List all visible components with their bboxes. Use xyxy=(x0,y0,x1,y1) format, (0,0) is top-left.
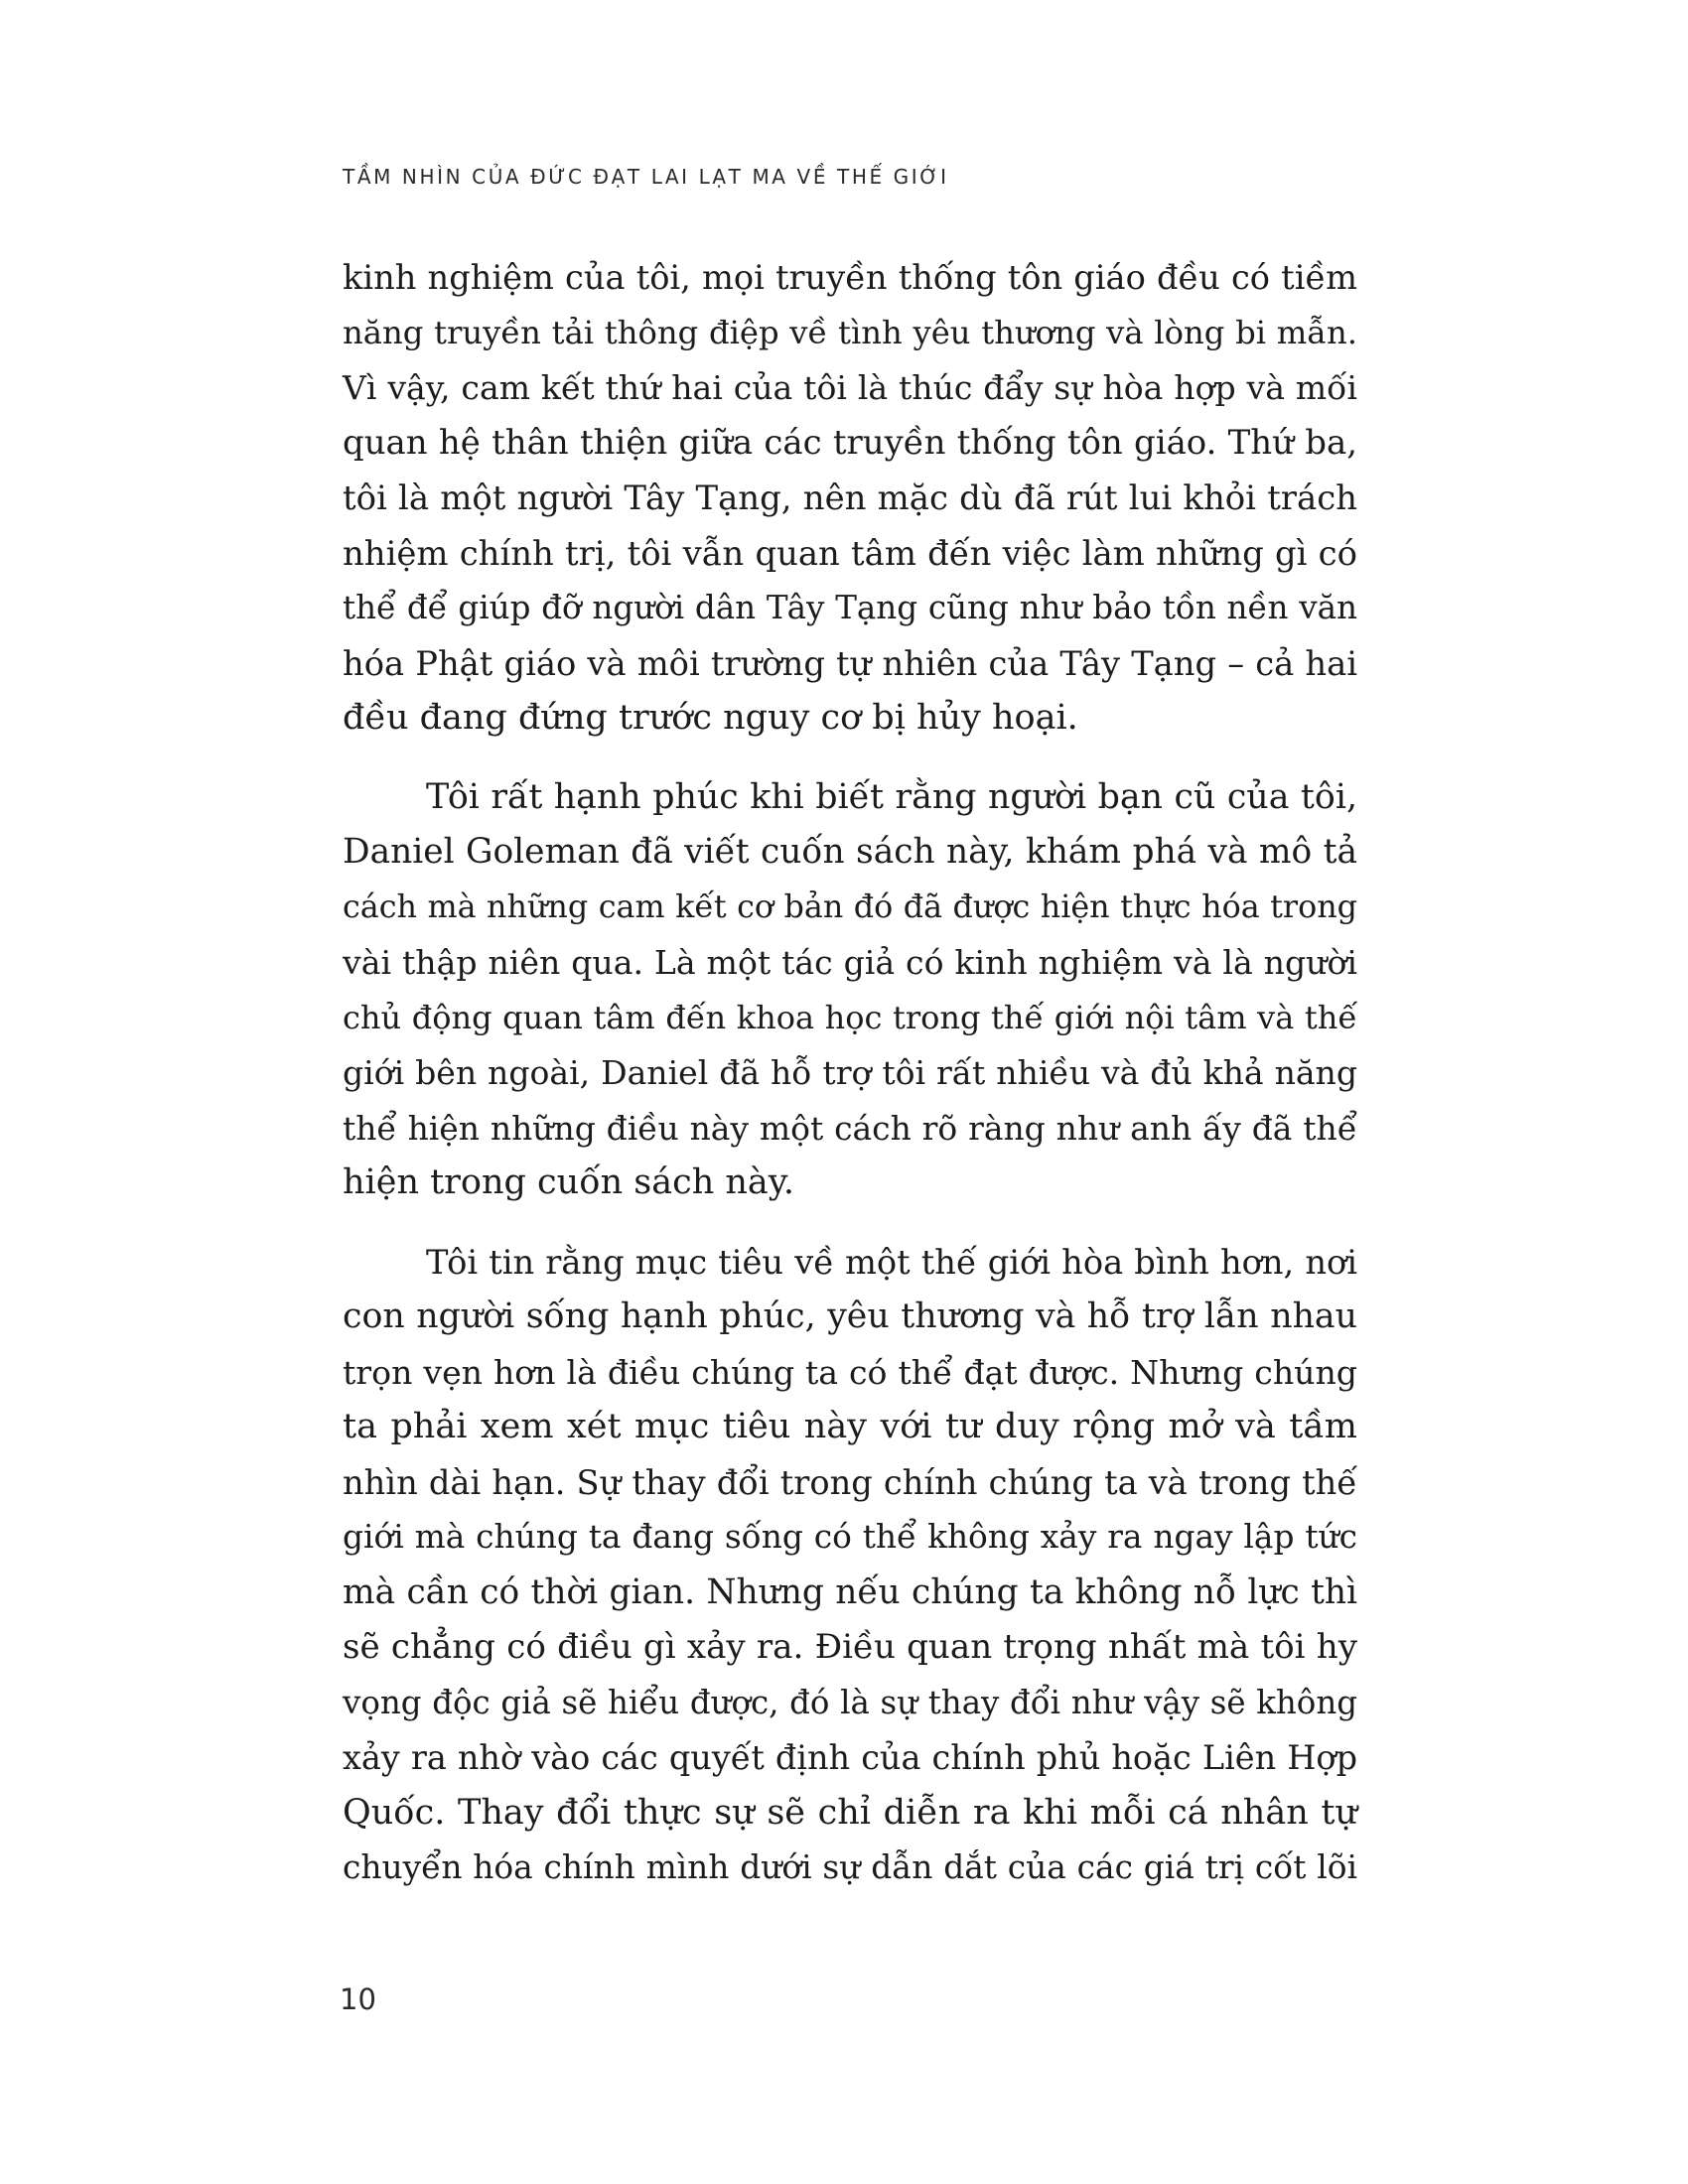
text-line: nhiệm chính trị, tôi vẫn quan tâm đến việc làm những gì có xyxy=(343,533,1357,573)
text-line: hiện trong cuốn sách này. xyxy=(343,1162,795,1202)
text-line: sẽ chẳng có điều gì xảy ra. Điều quan trọng nhất mà tôi hy xyxy=(343,1627,1357,1667)
text-line: vài thập niên qua. Là một tác giả có kinh nghiệm và là người xyxy=(343,943,1357,982)
text-line: thể hiện những điều này một cách rõ ràng như anh ấy đã thể xyxy=(343,1108,1357,1148)
text-line: nhìn dài hạn. Sự thay đổi trong chính chúng ta và trong thế xyxy=(343,1462,1357,1502)
text-line: mà cần có thời gian. Nhưng nếu chúng ta không nỗ lực thì xyxy=(343,1571,1357,1612)
text-line: tôi là một người Tây Tạng, nên mặc dù đã rút lui khỏi trách xyxy=(343,478,1357,517)
text-line: xảy ra nhờ vào các quyết định của chính phủ hoặc Liên Hợp xyxy=(343,1738,1357,1777)
running-header: TẦM NHÌN CỦA ĐỨC ĐẠT LAI LẠT MA VỀ THẾ GIỚI xyxy=(343,165,949,189)
text-line: vọng độc giả sẽ hiểu được, đó là sự thay đổi như vậy sẽ không xyxy=(343,1683,1357,1721)
text-line: quan hệ thân thiện giữa các truyền thống tôn giáo. Thứ ba, xyxy=(343,423,1357,463)
text-line: giới mà chúng ta đang sống có thể không xảy ra ngay lập tức xyxy=(343,1518,1357,1556)
text-line: trọn vẹn hơn là điều chúng ta có thể đạt được. Nhưng chúng xyxy=(343,1352,1357,1392)
text-line: chuyển hóa chính mình dưới sự dẫn dắt của các giá trị cốt lõi xyxy=(343,1848,1357,1886)
text-line: kinh nghiệm của tôi, mọi truyền thống tôn giáo đều có tiềm xyxy=(343,258,1357,297)
text-line: ta phải xem xét mục tiêu này với tư duy rộng mở và tầm xyxy=(343,1407,1357,1446)
text-line: thể để giúp đỡ người dân Tây Tạng cũng như bảo tồn nền văn xyxy=(343,589,1357,626)
text-line: Daniel Goleman đã viết cuốn sách này, khám phá và mô tả xyxy=(343,832,1357,872)
page-number: 10 xyxy=(340,1982,376,2016)
text-line: con người sống hạnh phúc, yêu thương và hỗ trợ lẫn nhau xyxy=(343,1297,1357,1336)
text-line: năng truyền tải thông điệp về tình yêu thương và lòng bi mẫn. xyxy=(343,313,1357,351)
text-line: chủ động quan tâm đến khoa học trong thế giới nội tâm và thế xyxy=(343,998,1357,1036)
text-line: Tôi rất hạnh phúc khi biết rằng người bạn cũ của tôi, xyxy=(426,776,1357,817)
body-text xyxy=(343,250,1357,1920)
text-line: Quốc. Thay đổi thực sự sẽ chỉ diễn ra khi mỗi cá nhân tự xyxy=(343,1792,1357,1833)
paragraph-3 xyxy=(343,1235,1357,1896)
text-line: giới bên ngoài, Daniel đã hỗ trợ tôi rất nhiều và đủ khả năng xyxy=(343,1053,1357,1092)
paragraph-2 xyxy=(343,770,1357,1211)
text-line: đều đang đứng trước nguy cơ bị hủy hoại. xyxy=(343,698,1078,738)
text-line: Tôi tin rằng mục tiêu về một thế giới hòa bình hơn, nơi xyxy=(426,1242,1357,1282)
text-line: hóa Phật giáo và môi trường tự nhiên của Tây Tạng – cả hai xyxy=(343,643,1357,683)
paragraph-1 xyxy=(343,250,1357,747)
text-line: Vì vậy, cam kết thứ hai của tôi là thúc đẩy sự hòa hợp và mối xyxy=(343,368,1357,407)
text-line: cách mà những cam kết cơ bản đó đã được hiện thực hóa trong xyxy=(343,888,1357,925)
